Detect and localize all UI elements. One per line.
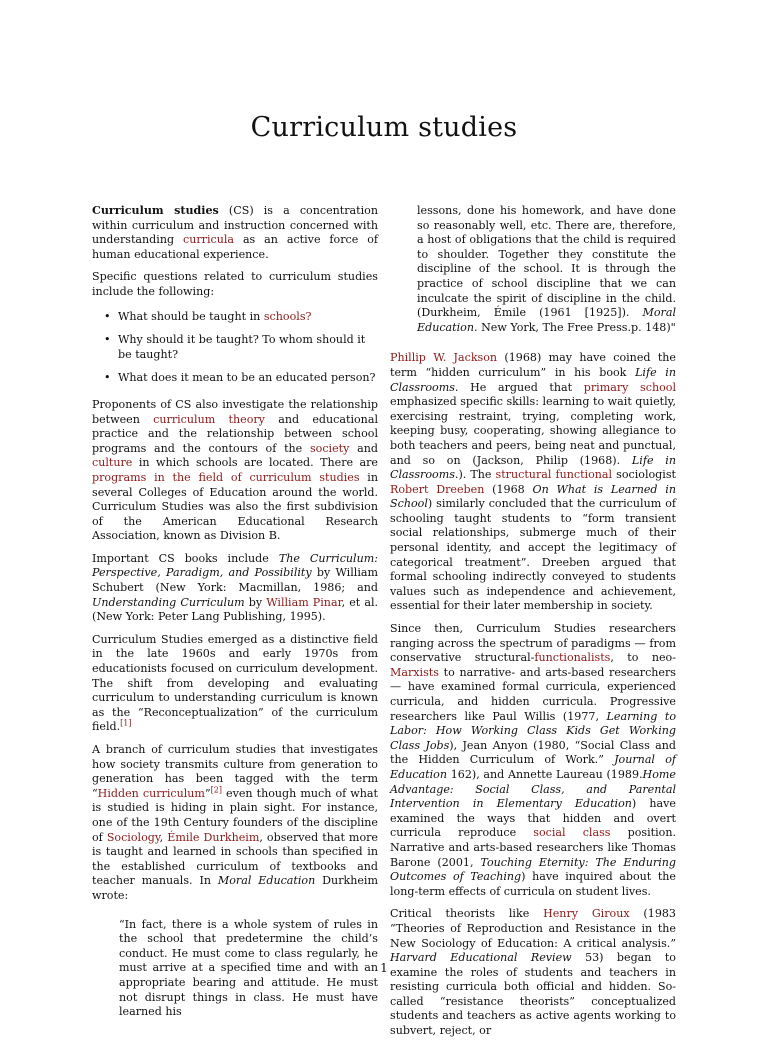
book-title: Learning to Labor: How Working Class Kids Get Working Class Jobs (390, 709, 677, 752)
text: , observed that more is taught and learned in schools than specified in the established curriculum of textbooks and teacher manuals. In (92, 830, 378, 888)
text: , (159, 830, 168, 844)
link-curriculum-theory[interactable]: curriculum theory (153, 412, 265, 426)
text: ) similarly concluded that the curriculum of schooling taught students to “form transient social relationships, submerge much of their personal identity, and accept the legitimacy of categorical treatment”. Dreeben argued that formal schooling indirectly conveyed to students values such as independence and achievement, essential for their later membership in society. (390, 497, 676, 613)
text: (CS) is a concentration within curriculum and instruction concerned with understanding (92, 204, 378, 247)
text: position. Narrative and arts-based researchers like Thomas Barone (2001, (390, 826, 676, 869)
text: ), Jean Anyon (1980, “Social Class and the Hidden Curriculum of Work.” (390, 738, 677, 767)
text: (1983 “Theories of Reproduction and Resistance in the New Sociology of Education: A critical analysis.” (390, 907, 676, 950)
journal-title: Journal of Education (390, 753, 676, 781)
link-structural-functional[interactable]: structural functional (495, 468, 613, 482)
text: , to neo- (610, 651, 676, 665)
text: . New York, The Free Press.p. 148)" (474, 320, 676, 334)
text: Curriculum Studies emerged as a distinctive field in the late 1960s and early 1970s from educationists focused on curriculum development. The shift from developing and evaluating curriculum to understanding curriculum is known as the “Reconceptualization” of the curriculum field. (92, 632, 378, 734)
text: 162), and Annette Laureau (1989. (447, 767, 643, 781)
book-title: Understanding Curriculum (92, 595, 245, 609)
emerged-paragraph (92, 633, 378, 735)
link-social-class[interactable]: social class (533, 826, 611, 840)
text: emphasized specific skills: learning to wait quietly, exercising restraint, trying, completing work, keeping busy, cooperating, showing allegiance to both teachers and peers, being neat and punctual, and so on (Jackson, Philip (1968). (390, 395, 676, 467)
right-column (390, 204, 676, 1047)
text: as an active force of human educational experience. (92, 233, 378, 261)
link-sociology[interactable]: Sociology (106, 830, 160, 844)
text: lessons, done his homework, and have done so reasonably well, etc. There are, therefore, a host of obligations that the child is required to shoulder. Together they constitute the discipline of the school. It is through the practice of school discipline that we can inculcate the spirit of discipline in the child. (Durkheim, Émile (1961 [1925]). (417, 204, 676, 320)
link-emile-durkheim[interactable]: Émile Durkheim (167, 830, 260, 844)
book-title: Home Advantage: Social Class, and Parental Intervention in Elementary Education (390, 767, 676, 811)
book-title: On What is Learned in School (390, 482, 676, 511)
left-column (92, 204, 378, 1028)
text: in which schools are located. There are (132, 456, 378, 470)
link-schools[interactable]: schools? (263, 309, 312, 323)
text: in several Colleges of Education around the world. Curriculum Studies was also the first subdivision of the American Educational Research Association, known as Division B. (92, 470, 378, 543)
link-primary-school[interactable]: primary school (583, 380, 676, 394)
link-programs[interactable]: programs in the field of curriculum studies (92, 470, 360, 484)
ref-1[interactable]: [1] (120, 718, 132, 728)
page-title: Curriculum studies (250, 112, 518, 143)
text: ) have inquired about the long-term effects of curricula on student lives. (390, 870, 676, 898)
text: , et al. (New York: Peter Lang Publishing, 1995). (92, 595, 379, 624)
text: by (244, 595, 267, 609)
text: Proponents of CS also investigate the relationship between (92, 397, 378, 426)
text: . He argued that (454, 380, 584, 394)
book-title: Moral Education (417, 306, 676, 334)
durkheim-quote-part1: “In fact, there is a whole system of rules in the school that predetermine the child’s conduct. He must come to class regularly, he must arrive at a specified time and with an appropriate bearing and attitude. He must not disrupt things in class. He must have learned his (119, 917, 378, 1019)
link-hidden-curriculum[interactable]: Hidden curriculum (97, 786, 205, 800)
text: to narrative- and arts-based researchers — have examined formal curricula, experienced curricula, and hidden curricula. Progressive researchers like Paul Willis (1977, (390, 665, 676, 723)
questions-list (92, 310, 378, 386)
intro-paragraph (92, 204, 378, 262)
text: ” (204, 786, 211, 800)
text: ). The (458, 468, 496, 482)
link-curricula[interactable]: curricula (182, 233, 235, 247)
link-robert-dreeben[interactable]: Robert Dreeben (390, 482, 485, 496)
text: ) have examined the ways that hidden and overt curricula reproduce (390, 797, 676, 840)
book-title: Touching Eternity: The Enduring Outcomes of Teaching (390, 855, 676, 884)
jackson-paragraph (390, 351, 676, 614)
book-title: Moral Education (217, 874, 316, 888)
durkheim-quote-part2 (417, 204, 676, 335)
text: 53) began to examine the roles of students and teachers in resisting curricula both official and hidden. So-called “resistance theorists” conceptualized students and teachers as active agents working to subvert, reject, or (390, 951, 676, 1038)
proponents-paragraph (92, 398, 378, 544)
journal-title: Harvard Educational Review (390, 951, 572, 965)
text: A branch of curriculum studies that investigates how society transmits culture from generation to generation has been tagged with the term “ (92, 743, 378, 800)
link-marxists[interactable]: Marxists (390, 665, 439, 679)
book-title: The Curriculum: Perspective, Paradigm, and Possibility (92, 551, 378, 580)
questions-intro: Specific questions related to curriculum studies include the following: (92, 270, 378, 298)
text: and (349, 441, 378, 455)
link-william-pinar[interactable]: William Pinar (266, 595, 342, 609)
text: even though much of what is studied is hiding in plain sight. For instance, one of the 19th Century founders of the discipline of (92, 786, 378, 844)
link-henry-giroux[interactable]: Henry Giroux (543, 907, 630, 921)
text: and educational practice and the relationship between school programs and the contours of the (92, 412, 378, 455)
term-bold: Curriculum studies (92, 204, 219, 217)
text: Important CS books include (92, 551, 279, 565)
text: sociologist (612, 468, 676, 482)
since-paragraph (390, 622, 676, 899)
branch-paragraph (92, 743, 378, 904)
list-item: • What does it mean to be an educated person? (92, 371, 378, 386)
text: (1968 (484, 482, 533, 496)
text: What should be taught in (118, 309, 264, 323)
text: Durkheim wrote: (92, 874, 378, 902)
list-item (92, 310, 378, 325)
book-title: Life in Classrooms (390, 365, 676, 394)
text: by William Schubert (New York: Macmillan, 1986; and (92, 566, 378, 595)
ref-2[interactable]: [2] (210, 785, 222, 795)
list-item: • Why should it be taught? To whom should it be taught? (92, 333, 378, 362)
link-functionalists[interactable]: functionalists (534, 651, 611, 665)
page-number: 1 (380, 961, 388, 975)
text: (1968) may have coined the term “hidden curriculum” in his book (390, 351, 676, 379)
books-paragraph (92, 552, 378, 625)
link-society[interactable]: society (309, 441, 350, 455)
text: Since then, Curriculum Studies researchers ranging across the spectrum of paradigms — from conservative structural- (390, 622, 676, 665)
text: Critical theorists like (390, 907, 544, 921)
link-culture[interactable]: culture (92, 456, 133, 470)
link-phillip-jackson[interactable]: Phillip W. Jackson (390, 351, 498, 365)
book-title: Life in Classrooms. (390, 453, 676, 482)
